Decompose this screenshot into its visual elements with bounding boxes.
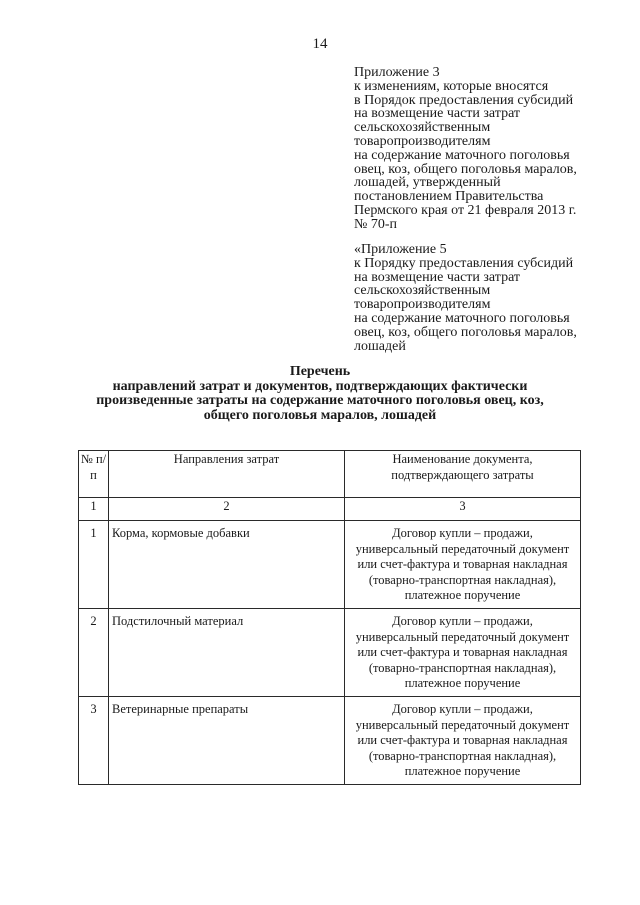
appendix-3-line: № 70-п — [354, 216, 398, 232]
appendix-5-line: овец, коз, общего поголовья маралов, — [354, 324, 577, 340]
header-document: Наименование документа, подтверждающего затраты — [345, 451, 581, 498]
table-row — [79, 697, 581, 785]
appendix-3-line: лошадей, утвержденный — [354, 175, 501, 191]
document-line: (товарно-транспортная накладная), — [368, 748, 557, 763]
table-header-row — [79, 451, 581, 498]
title-line: общего поголовья маралов, лошадей — [203, 407, 437, 423]
document-line: Договор купли – продажи, — [392, 702, 533, 716]
row-number: 3 — [79, 697, 109, 785]
cost-directions-table — [78, 450, 581, 785]
document-line: универсальный передаточный документ — [355, 629, 570, 644]
row-number: 2 — [79, 609, 109, 697]
document-line: или счет-фактура и товарная накладная — [357, 645, 568, 659]
table-row — [79, 609, 581, 697]
appendix-3-line: товаропроизводителям — [354, 133, 491, 149]
document-line: Договор купли – продажи, — [392, 614, 533, 628]
appendix-5-line: «Приложение 5 — [354, 242, 447, 257]
appendix-5-header — [354, 243, 616, 353]
page-number: 14 — [312, 36, 328, 52]
table-row — [79, 521, 581, 609]
column-number-row — [79, 498, 581, 521]
appendix-5-line: на возмещение части затрат — [354, 269, 521, 285]
document-line: Договор купли – продажи, — [392, 526, 533, 540]
document-line: или счет-фактура и товарная накладная — [357, 733, 568, 747]
column-number: 1 — [79, 498, 109, 521]
appendix-3-line: на содержание маточного поголовья — [354, 147, 570, 163]
appendix-3-line: Приложение 3 — [354, 65, 440, 80]
document-line: универсальный передаточный документ — [355, 541, 570, 556]
appendix-5-line: лошадей — [354, 338, 406, 354]
title-line: произведенные затраты на содержание маточного поголовья овец, коз, — [96, 393, 544, 408]
appendix-5-line: на содержание маточного поголовья — [354, 310, 570, 326]
header-direction: Направления затрат — [109, 451, 345, 498]
appendix-3-line: Пермского края от 21 февраля 2013 г. — [354, 202, 577, 218]
header-num: № п/п — [79, 451, 109, 498]
appendix-3-line: к изменениям, которые вносятся — [354, 78, 549, 94]
appendix-3-line: на возмещение части затрат — [354, 106, 521, 122]
appendix-3-header — [354, 66, 616, 232]
document-line: (товарно-транспортная накладная), — [368, 572, 557, 587]
document-line: универсальный передаточный документ — [355, 717, 570, 732]
appendix-3-line: овец, коз, общего поголовья маралов, — [354, 161, 577, 177]
document-line: (товарно-транспортная накладная), — [368, 660, 557, 675]
row-number: 1 — [79, 521, 109, 609]
document-line: или счет-фактура и товарная накладная — [357, 557, 568, 571]
row-documents — [345, 697, 581, 785]
row-direction: Подстилочный материал — [109, 609, 345, 697]
row-documents — [345, 609, 581, 697]
document-title — [60, 365, 580, 423]
document-line: платежное поручение — [404, 764, 521, 778]
row-direction: Корма, кормовые добавки — [109, 521, 345, 609]
column-number: 2 — [109, 498, 345, 521]
appendix-3-line: постановлением Правительства — [354, 189, 544, 205]
title-line: направлений затрат и документов, подтверждающих фактически — [112, 378, 528, 394]
appendix-5-line: к Порядку предоставления субсидий — [354, 255, 574, 271]
appendix-5-line: товаропроизводителям — [354, 297, 491, 313]
document-line: платежное поручение — [404, 588, 521, 602]
title-line: Перечень — [289, 364, 351, 379]
row-documents — [345, 521, 581, 609]
appendix-3-line: в Порядок предоставления субсидий — [354, 92, 574, 108]
appendix-5-line: сельскохозяйственным — [354, 283, 491, 299]
document-line: платежное поручение — [404, 676, 521, 690]
row-direction: Ветеринарные препараты — [109, 697, 345, 785]
appendix-3-line: сельскохозяйственным — [354, 120, 491, 136]
column-number: 3 — [345, 498, 581, 521]
